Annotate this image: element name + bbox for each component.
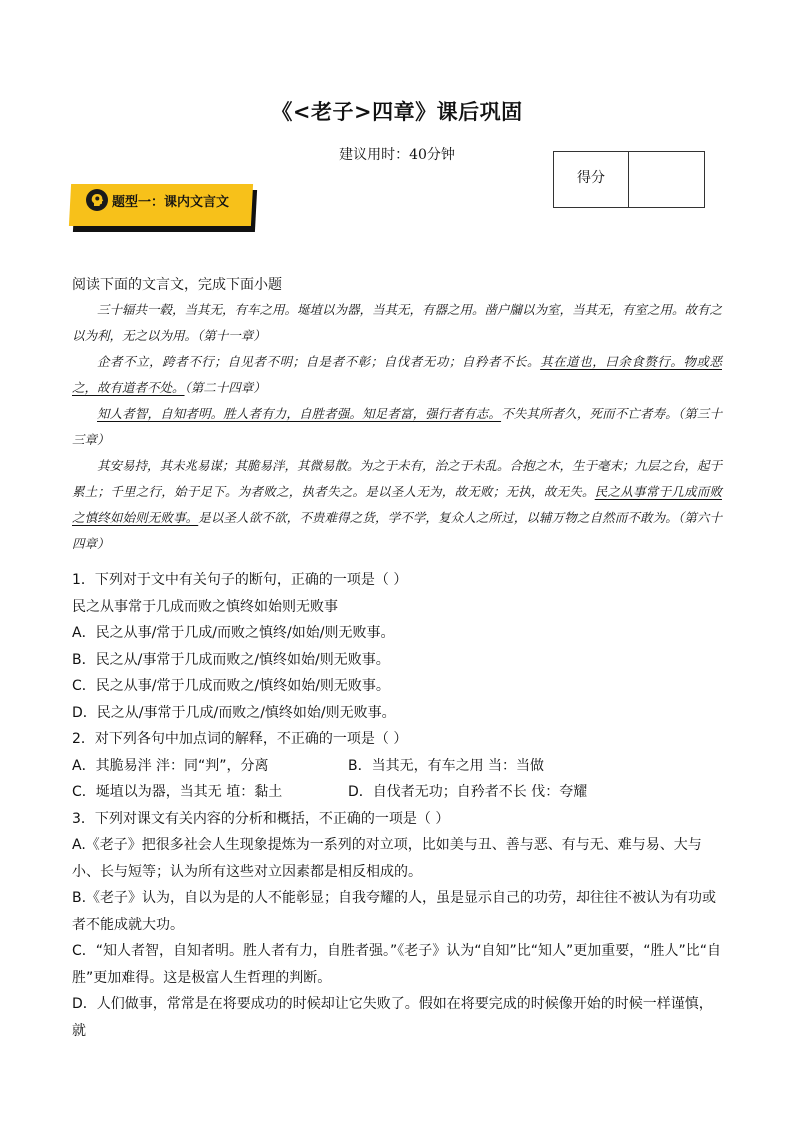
passage-p2-source: （第二十四章）	[184, 380, 266, 395]
underlined-sentence-3: 民之从事常于几成而败之慎终如始则无败事。	[72, 484, 722, 525]
passage-p4-tail: 是以圣人欲不欲，不贵难得之货，学不学，复众人之所过，以辅万物之自然而不敢为。（第六十四章）	[72, 510, 722, 551]
passage-paragraph-3	[72, 401, 722, 453]
passage-paragraph-2	[72, 349, 722, 401]
question-3-option-c[interactable]: C．“知人者智，自知者明。胜人者有力，自胜者强。”《老子》认为“自知”比“知人”更加重要，“胜人”比“自胜”更加难得。这是极富人生哲理的判断。	[72, 943, 722, 986]
classical-passage	[72, 297, 722, 557]
question-2-option-a[interactable]: A．其脆易泮 泮：同“判”，分离	[72, 757, 269, 774]
question-2-option-d[interactable]: D．自伐者无功；自矜者不长 伐：夸耀	[348, 784, 588, 800]
question-1-option-c[interactable]: C．民之从事/常于几成而败之/慎终如始/则无败事。	[72, 678, 390, 694]
passage-p4-text: 其安易持，其未兆易谋；其脆易泮，其微易散。为之于未有，治之于未乱。合抱之木，生于毫末；九层之台，起于累土；千里之行，始于足下。为者败之，执者失之。是以圣人无为，故无败；无执，故无失。	[72, 458, 723, 499]
suggested-time: 建议用时：40分钟	[339, 147, 455, 163]
underlined-sentence-1: 其在道也，曰余食赘行。物或恶之，故有道者不处。	[72, 354, 722, 395]
question-2-row-2	[72, 779, 722, 806]
question-3-option-a[interactable]: A.《老子》把很多社会人生现象提炼为一系列的对立项，比如美与丑、善与恶、有与无、难与易、大与小、长与短等；认为所有这些对立因素都是相反相成的。	[72, 837, 702, 880]
passage-paragraph-4	[72, 453, 722, 557]
question-2-option-c[interactable]: C．埏埴以为器，当其无 埴：黏土	[72, 784, 283, 800]
question-2-option-b[interactable]: B．当其无，有车之用 当：当做	[348, 757, 545, 774]
question-1-option-a[interactable]: A．民之从事/常于几成/而败之慎终/如始/则无败事。	[72, 625, 395, 641]
passage-p2-text: 企者不立，跨者不行；自见者不明；自是者不彰；自伐者无功；自矜者不长。	[97, 354, 541, 369]
score-label: 得分	[554, 152, 629, 207]
question-2-row-1	[72, 753, 722, 780]
question-1-option-b[interactable]: B．民之从/事常于几成而败之/慎终如始/则无败事。	[72, 651, 390, 668]
page-title: 《<老子>四章》课后巩固	[271, 99, 523, 124]
reading-instruction: 阅读下面的文言文，完成下面小题	[72, 277, 282, 293]
question-3-option-b[interactable]: B.《老子》认为，自以为是的人不能彰显；自我夸耀的人，虽是显示自己的功劳，却往往不被认为有功或者不能成就大功。	[72, 890, 717, 933]
question-list	[72, 567, 722, 1044]
question-1-sentence: 民之从事常于几成而败之慎终如始则无败事	[72, 598, 338, 615]
brain-head-icon	[86, 189, 108, 211]
passage-paragraph-1: 三十辐共一毂，当其无，有车之用。埏埴以为器，当其无，有器之用。凿户牖以为室，当其无，有室之用。故有之以为利，无之以为用。（第十一章）	[72, 302, 723, 343]
banner-label: 题型一：课内文言文	[112, 195, 230, 210]
question-1-option-d[interactable]: D．民之从/事常于几成/而败之/慎终如始/则无败事。	[72, 704, 396, 721]
section-banner	[70, 184, 256, 232]
passage-p3-text: 不失其所者久，死而不亡者寿。（第三十三章）	[72, 406, 722, 447]
score-value-cell	[629, 152, 704, 207]
underlined-sentence-2: 知人者智，自知者明。胜人者有力，自胜者强。知足者富，强行者有志。	[97, 406, 502, 421]
question-3-option-d[interactable]: D．人们做事，常常是在将要成功的时候却让它失败了。假如在将要完成的时候像开始的时候一样谨慎，就	[72, 996, 713, 1039]
question-2-stem: 2．对下列各句中加点词的解释，不正确的一项是（ ）	[72, 731, 408, 747]
score-box	[553, 151, 705, 208]
question-3-stem: 3．下列对课文有关内容的分析和概括，不正确的一项是（ ）	[72, 810, 450, 827]
question-1-stem: 1．下列对于文中有关句子的断句，正确的一项是（ ）	[72, 572, 408, 588]
